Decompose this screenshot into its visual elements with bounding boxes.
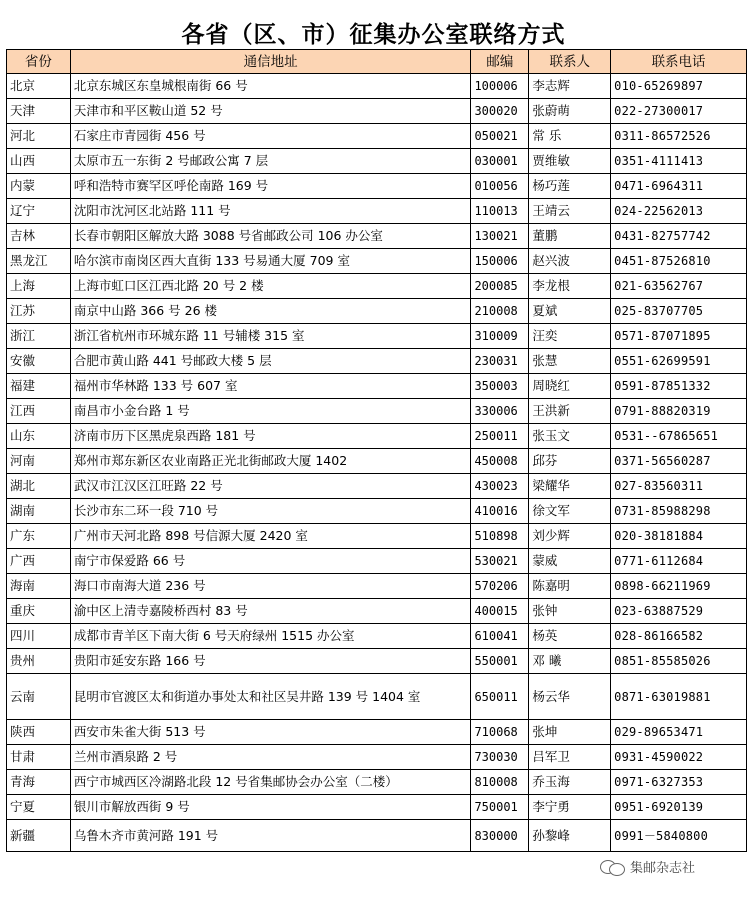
address-cell: 浙江省杭州市环城东路 11 号辅楼 315 室 (70, 324, 471, 349)
zip-cell: 330006 (471, 399, 529, 424)
header-contact: 联系人 (529, 50, 611, 74)
table-row (7, 424, 747, 449)
zip-cell: 130021 (471, 224, 529, 249)
address-cell: 昆明市官渡区太和街道办事处太和社区吴井路 139 号 1404 室 (70, 674, 471, 720)
contact-cell: 乔玉海 (529, 770, 611, 795)
table-row (7, 299, 747, 324)
phone-cell: 027-83560311 (611, 474, 747, 499)
phone-cell: 0791-88820319 (611, 399, 747, 424)
zip-cell: 510898 (471, 524, 529, 549)
phone-cell: 0991－5840800 (611, 820, 747, 852)
zip-cell: 410016 (471, 499, 529, 524)
zip-cell: 830000 (471, 820, 529, 852)
address-cell: 西安市朱雀大街 513 号 (70, 720, 471, 745)
province-cell: 云南 (7, 674, 71, 720)
contact-cell: 陈嘉明 (529, 574, 611, 599)
phone-cell: 0898-66211969 (611, 574, 747, 599)
contact-cell: 徐文军 (529, 499, 611, 524)
contact-cell: 王洪新 (529, 399, 611, 424)
address-cell: 长沙市东二环一段 710 号 (70, 499, 471, 524)
province-cell: 浙江 (7, 324, 71, 349)
contact-cell: 常 乐 (529, 124, 611, 149)
phone-cell: 0571-87071895 (611, 324, 747, 349)
province-cell: 宁夏 (7, 795, 71, 820)
province-cell: 海南 (7, 574, 71, 599)
table-row (7, 174, 747, 199)
phone-cell: 0971-6327353 (611, 770, 747, 795)
address-cell: 乌鲁木齐市黄河路 191 号 (70, 820, 471, 852)
province-cell: 江西 (7, 399, 71, 424)
phone-cell: 020-38181884 (611, 524, 747, 549)
table-row (7, 449, 747, 474)
contact-cell: 梁耀华 (529, 474, 611, 499)
phone-cell: 025-83707705 (611, 299, 747, 324)
address-cell: 南京中山路 366 号 26 楼 (70, 299, 471, 324)
zip-cell: 730030 (471, 745, 529, 770)
table-row (7, 374, 747, 399)
address-cell: 天津市和平区鞍山道 52 号 (70, 99, 471, 124)
table-row (7, 674, 747, 720)
header-phone: 联系电话 (611, 50, 747, 74)
province-cell: 安徽 (7, 349, 71, 374)
zip-cell: 570206 (471, 574, 529, 599)
phone-cell: 0351-4111413 (611, 149, 747, 174)
zip-cell: 650011 (471, 674, 529, 720)
phone-cell: 029-89653471 (611, 720, 747, 745)
table-row (7, 499, 747, 524)
phone-cell: 022-27300017 (611, 99, 747, 124)
phone-cell: 0311-86572526 (611, 124, 747, 149)
zip-cell: 350003 (471, 374, 529, 399)
contact-cell: 李宁勇 (529, 795, 611, 820)
address-cell: 北京东城区东皇城根南街 66 号 (70, 74, 471, 99)
table-row (7, 249, 747, 274)
phone-cell: 0871-63019881 (611, 674, 747, 720)
address-cell: 郑州市郑东新区农业南路正光北街邮政大厦 1402 (70, 449, 471, 474)
address-cell: 济南市历下区黑虎泉西路 181 号 (70, 424, 471, 449)
address-cell: 成都市青羊区下南大街 6 号天府绿州 1515 办公室 (70, 624, 471, 649)
phone-cell: 023-63887529 (611, 599, 747, 624)
phone-cell: 021-63562767 (611, 274, 747, 299)
phone-cell: 028-86166582 (611, 624, 747, 649)
province-cell: 陕西 (7, 720, 71, 745)
contact-cell: 张钟 (529, 599, 611, 624)
zip-cell: 110013 (471, 199, 529, 224)
table-row (7, 574, 747, 599)
contact-cell: 孙黎峰 (529, 820, 611, 852)
province-cell: 上海 (7, 274, 71, 299)
contact-cell: 周晓红 (529, 374, 611, 399)
address-cell: 福州市华林路 133 号 607 室 (70, 374, 471, 399)
address-cell: 广州市天河北路 898 号信源大厦 2420 室 (70, 524, 471, 549)
phone-cell: 0531--67865651 (611, 424, 747, 449)
contact-cell: 邱芬 (529, 449, 611, 474)
province-cell: 北京 (7, 74, 71, 99)
table-row (7, 149, 747, 174)
province-cell: 福建 (7, 374, 71, 399)
table-row (7, 549, 747, 574)
zip-cell: 310009 (471, 324, 529, 349)
phone-cell: 024-22562013 (611, 199, 747, 224)
province-cell: 湖南 (7, 499, 71, 524)
address-cell: 呼和浩特市赛罕区呼伦南路 169 号 (70, 174, 471, 199)
address-cell: 上海市虹口区江西北路 20 号 2 楼 (70, 274, 471, 299)
contact-cell: 夏斌 (529, 299, 611, 324)
phone-cell: 0771-6112684 (611, 549, 747, 574)
phone-cell: 0431-82757742 (611, 224, 747, 249)
province-cell: 四川 (7, 624, 71, 649)
contact-cell: 张慧 (529, 349, 611, 374)
address-cell: 长春市朝阳区解放大路 3088 号省邮政公司 106 办公室 (70, 224, 471, 249)
province-cell: 广东 (7, 524, 71, 549)
address-cell: 海口市南海大道 236 号 (70, 574, 471, 599)
province-cell: 重庆 (7, 599, 71, 624)
zip-cell: 150006 (471, 249, 529, 274)
contact-cell: 蒙威 (529, 549, 611, 574)
zip-cell: 050021 (471, 124, 529, 149)
province-cell: 甘肃 (7, 745, 71, 770)
contact-table (6, 49, 747, 852)
table-row (7, 99, 747, 124)
table-row (7, 324, 747, 349)
address-cell: 渝中区上清寺嘉陵桥西村 83 号 (70, 599, 471, 624)
province-cell: 贵州 (7, 649, 71, 674)
contact-cell: 李志辉 (529, 74, 611, 99)
contact-cell: 杨英 (529, 624, 611, 649)
table-row (7, 599, 747, 624)
contact-cell: 杨巧莲 (529, 174, 611, 199)
zip-cell: 430023 (471, 474, 529, 499)
table-header-row (7, 50, 747, 74)
zip-cell: 450008 (471, 449, 529, 474)
chat-bubbles-icon (600, 858, 626, 876)
zip-cell: 230031 (471, 349, 529, 374)
address-cell: 银川市解放西街 9 号 (70, 795, 471, 820)
province-cell: 广西 (7, 549, 71, 574)
table-row (7, 399, 747, 424)
province-cell: 山西 (7, 149, 71, 174)
zip-cell: 010056 (471, 174, 529, 199)
zip-cell: 810008 (471, 770, 529, 795)
province-cell: 河北 (7, 124, 71, 149)
zip-cell: 250011 (471, 424, 529, 449)
address-cell: 贵阳市延安东路 166 号 (70, 649, 471, 674)
table-row (7, 745, 747, 770)
table-row (7, 795, 747, 820)
phone-cell: 0931-4590022 (611, 745, 747, 770)
contact-cell: 李龙根 (529, 274, 611, 299)
table-row (7, 524, 747, 549)
contact-cell: 贾维敏 (529, 149, 611, 174)
zip-cell: 030001 (471, 149, 529, 174)
address-cell: 沈阳市沈河区北站路 111 号 (70, 199, 471, 224)
address-cell: 太原市五一东街 2 号邮政公寓 7 层 (70, 149, 471, 174)
table-row (7, 199, 747, 224)
province-cell: 天津 (7, 99, 71, 124)
phone-cell: 0471-6964311 (611, 174, 747, 199)
address-cell: 西宁市城西区冷湖路北段 12 号省集邮协会办公室（二楼） (70, 770, 471, 795)
contact-cell: 董鹏 (529, 224, 611, 249)
contact-cell: 刘少辉 (529, 524, 611, 549)
table-row (7, 820, 747, 852)
zip-cell: 750001 (471, 795, 529, 820)
phone-cell: 0551-62699591 (611, 349, 747, 374)
address-cell: 南昌市小金台路 1 号 (70, 399, 471, 424)
table-body (7, 74, 747, 852)
page-title: 各省（区、市）征集办公室联络方式 (181, 21, 566, 48)
table-row (7, 274, 747, 299)
phone-cell: 0731-85988298 (611, 499, 747, 524)
table-row (7, 649, 747, 674)
watermark (600, 857, 695, 876)
table-row (7, 624, 747, 649)
phone-cell: 0951-6920139 (611, 795, 747, 820)
zip-cell: 210008 (471, 299, 529, 324)
table-row (7, 224, 747, 249)
address-cell: 武汉市江汉区江旺路 22 号 (70, 474, 471, 499)
zip-cell: 100006 (471, 74, 529, 99)
table-row (7, 720, 747, 745)
zip-cell: 300020 (471, 99, 529, 124)
address-cell: 石家庄市青园街 456 号 (70, 124, 471, 149)
table-row (7, 124, 747, 149)
zip-cell: 400015 (471, 599, 529, 624)
province-cell: 辽宁 (7, 199, 71, 224)
watermark-text: 集邮杂志社 (630, 861, 696, 876)
table-row (7, 349, 747, 374)
table-row (7, 474, 747, 499)
phone-cell: 0591-87851332 (611, 374, 747, 399)
province-cell: 山东 (7, 424, 71, 449)
address-cell: 兰州市酒泉路 2 号 (70, 745, 471, 770)
province-cell: 河南 (7, 449, 71, 474)
contact-cell: 张坤 (529, 720, 611, 745)
phone-cell: 0451-87526810 (611, 249, 747, 274)
zip-cell: 530021 (471, 549, 529, 574)
contact-cell: 张蔚萌 (529, 99, 611, 124)
header-province: 省份 (7, 50, 71, 74)
phone-cell: 0371-56560287 (611, 449, 747, 474)
province-cell: 青海 (7, 770, 71, 795)
contact-cell: 赵兴波 (529, 249, 611, 274)
address-cell: 哈尔滨市南岗区西大直街 133 号易通大厦 709 室 (70, 249, 471, 274)
header-zip: 邮编 (471, 50, 529, 74)
province-cell: 内蒙 (7, 174, 71, 199)
contact-cell: 王靖云 (529, 199, 611, 224)
province-cell: 新疆 (7, 820, 71, 852)
phone-cell: 010-65269897 (611, 74, 747, 99)
phone-cell: 0851-85585026 (611, 649, 747, 674)
address-cell: 合肥市黄山路 441 号邮政大楼 5 层 (70, 349, 471, 374)
table-row (7, 74, 747, 99)
contact-cell: 吕军卫 (529, 745, 611, 770)
province-cell: 江苏 (7, 299, 71, 324)
contact-cell: 张玉文 (529, 424, 611, 449)
province-cell: 黑龙江 (7, 249, 71, 274)
zip-cell: 200085 (471, 274, 529, 299)
header-address: 通信地址 (70, 50, 471, 74)
contact-cell: 杨云华 (529, 674, 611, 720)
address-cell: 南宁市保爱路 66 号 (70, 549, 471, 574)
table-row (7, 770, 747, 795)
province-cell: 吉林 (7, 224, 71, 249)
zip-cell: 610041 (471, 624, 529, 649)
contact-cell: 汪奕 (529, 324, 611, 349)
province-cell: 湖北 (7, 474, 71, 499)
contact-cell: 邓 曦 (529, 649, 611, 674)
zip-cell: 550001 (471, 649, 529, 674)
zip-cell: 710068 (471, 720, 529, 745)
